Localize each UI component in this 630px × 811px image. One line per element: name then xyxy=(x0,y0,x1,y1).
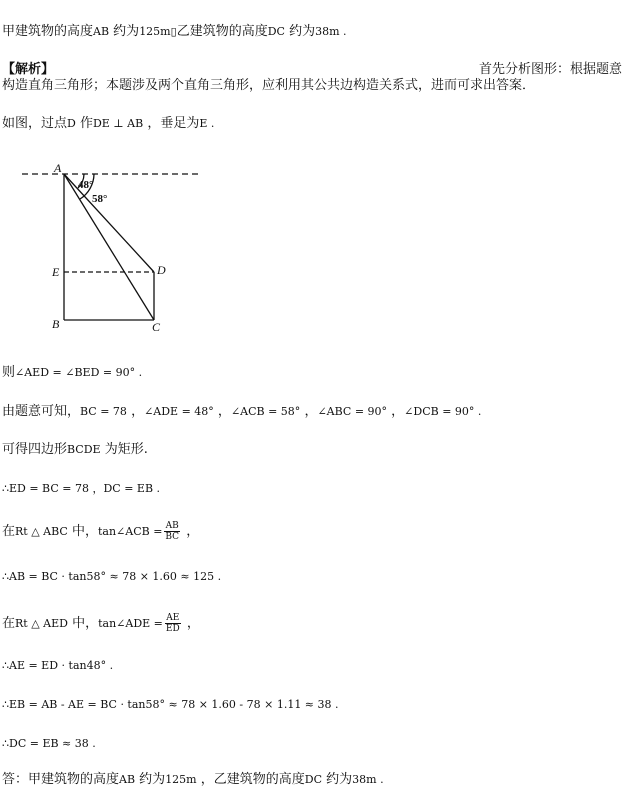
text: BC = 78 xyxy=(80,405,127,418)
ae-calc-line: ∴AE = ED · tan48° . xyxy=(2,659,114,672)
text: DC xyxy=(304,773,323,786)
text: 由题意可知， xyxy=(2,404,81,419)
denominator: BC xyxy=(165,532,180,542)
text: ∠DCB = 90° xyxy=(404,405,475,418)
text: DE ⊥ AB xyxy=(92,117,144,130)
text: 38m xyxy=(352,773,377,786)
text: ∠ABC = 90° xyxy=(317,405,388,418)
text: 约为 xyxy=(284,24,316,39)
numerator: AB xyxy=(165,521,179,531)
text: 作 xyxy=(75,116,93,131)
text: ▯ xyxy=(170,25,177,38)
right-angle-line xyxy=(2,365,142,381)
text: ， xyxy=(387,404,405,419)
analysis-intro: 首先分析图形：根据题意 xyxy=(478,62,622,77)
text: . xyxy=(339,25,347,38)
text: tan∠ADE = xyxy=(98,617,163,630)
ab-calc-line: ∴AB = BC · tan58° ≈ 78 × 1.60 ≈ 125 . xyxy=(2,570,222,583)
text: 可得四边形 xyxy=(2,442,68,457)
text: 125m xyxy=(165,773,197,786)
tan-acb-line xyxy=(2,521,199,542)
text: 乙建筑物的高度 xyxy=(176,24,268,39)
text: 约为 xyxy=(109,24,140,39)
text: 在 xyxy=(2,616,16,631)
text: . xyxy=(474,405,482,418)
text: ，垂足为 xyxy=(143,116,200,131)
numerator: AE xyxy=(166,613,180,623)
answer-summary-line xyxy=(2,24,347,40)
label-d: D xyxy=(157,263,166,277)
fraction-ae-ed xyxy=(165,613,181,634)
text: 中， xyxy=(67,524,98,539)
text: BCDE xyxy=(67,443,101,456)
dc-calc-line: ∴DC = EB ≈ 38 . xyxy=(2,737,96,750)
text: ∠AED = ∠BED = 90° xyxy=(15,366,136,379)
label-e: E xyxy=(52,265,60,279)
text: 中， xyxy=(67,616,99,631)
text: 答：甲建筑物的高度 xyxy=(2,772,120,787)
text: 约为 xyxy=(135,772,166,787)
segment-ac xyxy=(64,174,154,320)
text: ， xyxy=(182,616,200,631)
given-conditions-line xyxy=(2,404,481,420)
rectangle-line xyxy=(2,442,148,458)
text: ∠ACB = 58° xyxy=(230,405,301,418)
label-a: A xyxy=(54,161,62,175)
angle-48-label: 48° xyxy=(78,179,94,191)
text: D xyxy=(67,117,76,130)
text: 125m xyxy=(139,25,171,38)
text: ， xyxy=(300,404,318,419)
label-c: C xyxy=(152,320,161,334)
text: AB xyxy=(119,773,136,786)
text: Rt △ ABC xyxy=(15,525,68,538)
text: 为矩形. xyxy=(100,442,148,457)
final-answer-line xyxy=(2,772,384,788)
eb-calc-line: ∴EB = AB - AE = BC · tan58° ≈ 78 × 1.60 - 78 × 1.11 ≈ 38 . xyxy=(2,698,339,711)
text: 约为 xyxy=(322,772,353,787)
angle-58-label: 58° xyxy=(92,193,108,205)
text: ，乙建筑物的高度 xyxy=(196,772,305,787)
text: . xyxy=(376,773,384,786)
text: ， xyxy=(126,404,145,419)
text: DC xyxy=(267,25,285,38)
text: Rt △ AED xyxy=(15,617,68,630)
construction-line xyxy=(2,116,214,132)
fraction-ab-bc xyxy=(164,521,180,542)
denominator: ED xyxy=(165,624,180,634)
analysis-text: 构造直角三角形；本题涉及两个直角三角形，应利用其公共边构造关系式，进而可求出答案． xyxy=(2,78,536,93)
text: . xyxy=(207,117,215,130)
text: 38m xyxy=(315,25,340,38)
analysis-header xyxy=(2,62,626,78)
text: AB xyxy=(93,25,110,38)
equality-line: ∴ED = BC = 78 ，DC = EB . xyxy=(2,482,161,495)
text: . xyxy=(135,366,143,379)
geometry-figure xyxy=(0,150,230,340)
text: 甲建筑物的高度 xyxy=(2,24,94,39)
label-b: B xyxy=(52,317,60,331)
analysis-tag: 【解析】 xyxy=(2,62,55,77)
text: tan∠ACB = xyxy=(97,525,163,538)
text: ， xyxy=(213,404,231,419)
text: E xyxy=(199,117,208,130)
text: ， xyxy=(182,524,200,539)
text: 如图，过点 xyxy=(2,116,68,131)
text: 在 xyxy=(2,524,16,539)
text: ∠ADE = 48° xyxy=(144,405,214,418)
text: 则 xyxy=(2,365,16,380)
tan-ade-line xyxy=(2,613,200,634)
